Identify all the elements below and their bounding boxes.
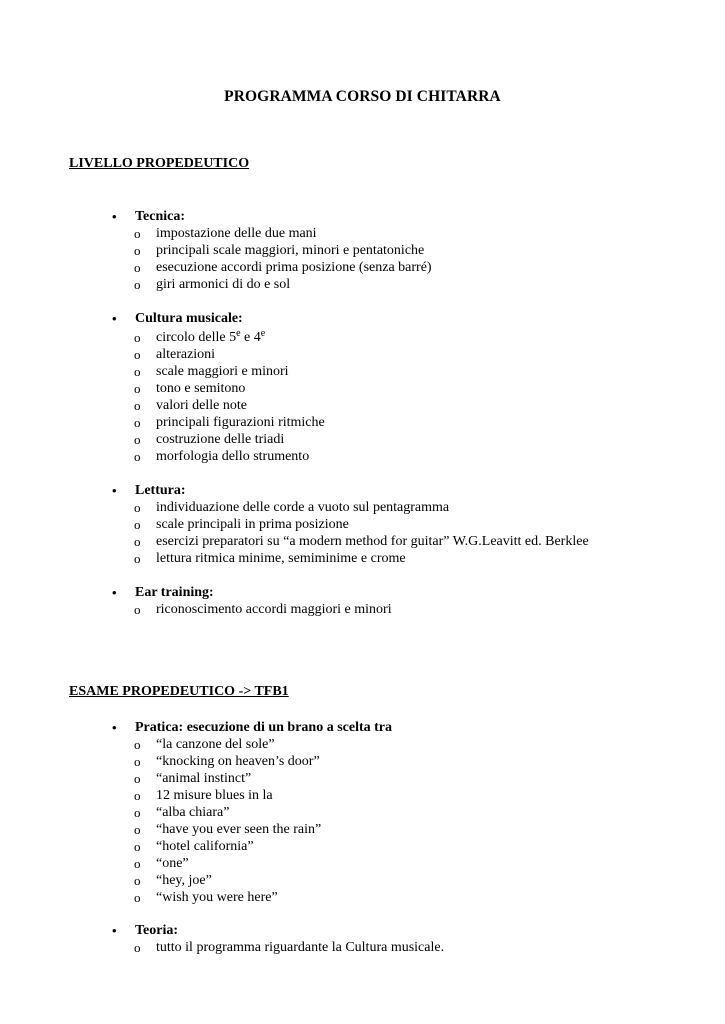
list-item-text: “have you ever seen the rain” (156, 822, 322, 837)
group-lettura (0, 482, 725, 567)
list-item (0, 225, 725, 242)
bullet-icon: • (112, 720, 117, 735)
group-pratica (0, 719, 725, 906)
bullet-icon: • (112, 311, 117, 326)
list-item (0, 787, 725, 804)
list-item-text: morfologia dello strumento (156, 449, 310, 464)
group-label: Lettura: (135, 483, 186, 498)
group-cultura-musicale (0, 310, 725, 465)
list-item (0, 397, 725, 414)
list-item-text: esercizi preparatori su “a modern method for guitar” W.G.Leavitt ed. Berklee (156, 534, 589, 549)
circle-bullet-icon: o (134, 839, 141, 854)
list-item (0, 939, 725, 956)
list-item (0, 855, 725, 872)
list-item (0, 550, 725, 567)
group-ear-training (0, 584, 725, 618)
list-item-text: “knocking on heaven’s door” (156, 754, 320, 769)
list-item (0, 380, 725, 397)
list-item (0, 363, 725, 380)
group-label: Ear training: (135, 585, 214, 600)
list-item (0, 276, 725, 293)
list-item (0, 601, 725, 618)
list-item-text: costruzione delle triadi (156, 432, 285, 447)
list-item-text: valori delle note (156, 398, 247, 413)
list-item-text: scale principali in prima posizione (156, 517, 349, 532)
list-item-text: 12 misure blues in la (156, 788, 273, 803)
list-item (0, 327, 725, 346)
list-item-text: scale maggiori e minori (156, 364, 289, 379)
circle-bullet-icon: o (134, 226, 141, 241)
circle-bullet-icon: o (134, 347, 141, 362)
list-item-text: impostazione delle due mani (156, 226, 317, 241)
circle-bullet-icon: o (134, 737, 141, 752)
section-heading-esame-propedeutico: ESAME PROPEDEUTICO -> TFB1 (69, 684, 289, 699)
list-item-text: “alba chiara” (156, 805, 230, 820)
circle-bullet-icon: o (134, 822, 141, 837)
list-item (0, 838, 725, 855)
circle-bullet-icon: o (134, 364, 141, 379)
list-item-text: “one” (156, 856, 189, 871)
list-item (0, 242, 725, 259)
group-teoria (0, 922, 725, 956)
bullet-icon: • (112, 483, 117, 498)
circle-bullet-icon: o (134, 432, 141, 447)
list-item-text: individuazione delle corde a vuoto sul pentagramma (156, 500, 450, 515)
circle-bullet-icon: o (134, 788, 141, 803)
group-label: Cultura musicale: (135, 311, 243, 326)
circle-bullet-icon: o (134, 856, 141, 871)
list-item-text: tono e semitono (156, 381, 246, 396)
circle-bullet-icon: o (134, 873, 141, 888)
list-item-text: principali figurazioni ritmiche (156, 415, 325, 430)
list-item (0, 259, 725, 276)
group-label: Pratica: esecuzione di un brano a scelta tra (135, 720, 393, 735)
bullet-icon: • (112, 209, 117, 224)
circle-bullet-icon: o (134, 805, 141, 820)
circle-bullet-icon: o (134, 890, 141, 905)
circle-bullet-icon: o (134, 602, 141, 617)
circle-bullet-icon: o (134, 381, 141, 396)
list-item-text: “la canzone del sole” (156, 737, 275, 752)
list-item (0, 753, 725, 770)
list-item (0, 804, 725, 821)
circle-bullet-icon: o (134, 415, 141, 430)
list-item-text: “wish you were here” (156, 890, 278, 905)
circle-bullet-icon: o (134, 517, 141, 532)
list-item (0, 770, 725, 787)
list-item-text: “hey, joe” (156, 873, 212, 888)
list-item-text: esecuzione accordi prima posizione (senza barré) (156, 260, 432, 275)
list-item (0, 499, 725, 516)
circle-bullet-icon: o (134, 398, 141, 413)
list-item (0, 872, 725, 889)
bullet-icon: • (112, 923, 117, 938)
group-label: Teoria: (135, 923, 179, 938)
circle-bullet-icon: o (134, 260, 141, 275)
list-item-text: lettura ritmica minime, semiminime e crome (156, 551, 406, 566)
list-item-text: “hotel california” (156, 839, 254, 854)
circle-bullet-icon: o (134, 500, 141, 515)
list-item-text: alterazioni (156, 347, 216, 362)
list-item (0, 821, 725, 838)
list-item (0, 533, 725, 550)
list-item-text: giri armonici di do e sol (156, 277, 291, 292)
list-item (0, 346, 725, 363)
section-heading-livello-propedeutico: LIVELLO PROPEDEUTICO (69, 156, 250, 171)
circle-bullet-icon: o (134, 771, 141, 786)
circle-bullet-icon: o (134, 330, 141, 345)
list-item (0, 889, 725, 906)
list-item (0, 736, 725, 753)
circle-bullet-icon: o (134, 754, 141, 769)
group-tecnica (0, 208, 725, 293)
list-item-text: principali scale maggiori, minori e pentatoniche (156, 243, 425, 258)
group-label: Tecnica: (135, 209, 186, 224)
list-item (0, 431, 725, 448)
list-item-text: riconoscimento accordi maggiori e minori (156, 602, 392, 617)
circle-bullet-icon: o (134, 243, 141, 258)
list-item (0, 516, 725, 533)
circle-bullet-icon: o (134, 551, 141, 566)
list-item-text: tutto il programma riguardante la Cultura musicale. (156, 940, 445, 955)
circle-bullet-icon: o (134, 940, 141, 955)
list-item-text: “animal instinct” (156, 771, 252, 786)
bullet-icon: • (112, 585, 117, 600)
page-title: PROGRAMMA CORSO DI CHITARRA (224, 88, 501, 105)
circle-bullet-icon: o (134, 534, 141, 549)
circle-bullet-icon: o (134, 449, 141, 464)
list-item-text: circolo delle 5e e 4e (156, 328, 266, 345)
circle-bullet-icon: o (134, 277, 141, 292)
list-item (0, 414, 725, 431)
list-item (0, 448, 725, 465)
